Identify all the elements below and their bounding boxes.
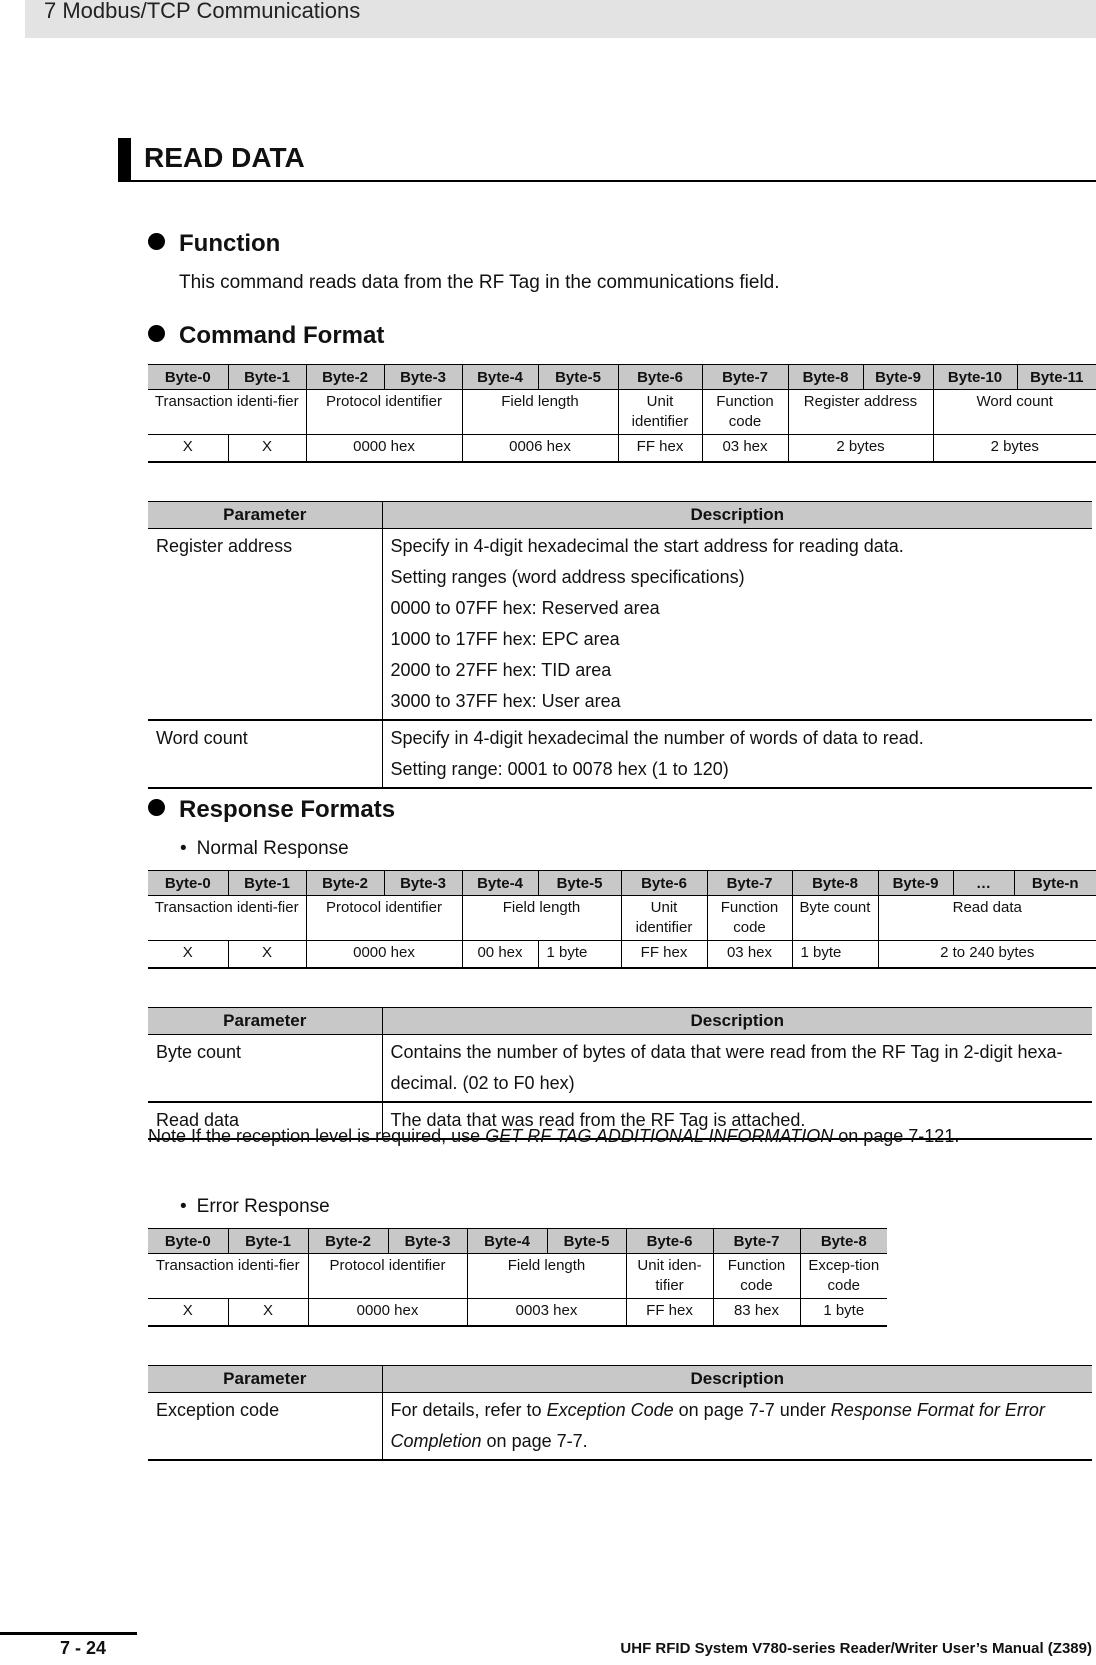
field-value: 0006 hex <box>462 435 618 463</box>
description-header: Description <box>382 1366 1092 1393</box>
normal-param-table <box>148 1007 1092 1140</box>
bullet-icon <box>148 799 165 816</box>
parameter-header: Parameter <box>148 502 382 529</box>
field-name: Transaction identi-fier <box>148 896 306 941</box>
field-value: FF hex <box>618 435 702 463</box>
field-name: Field length <box>462 390 618 435</box>
field-value: FF hex <box>621 941 707 969</box>
param-name: Byte count <box>148 1035 382 1103</box>
field-name: Register address <box>788 390 933 435</box>
byte-header: Byte-2 <box>306 365 384 390</box>
field-name: Protocol identifier <box>306 390 462 435</box>
field-name: Unit identifier <box>618 390 702 435</box>
description-header: Description <box>382 1008 1092 1035</box>
field-name: Function code <box>713 1254 800 1299</box>
reception-note: Note If the reception level is required, use GET RF TAG ADDITIONAL INFORMATION on page 7-121. <box>148 1126 960 1146</box>
byte-header: Byte-8 <box>788 365 863 390</box>
field-value: 0000 hex <box>306 941 462 969</box>
field-name: Excep-tion code <box>800 1254 887 1299</box>
error-response-label: • Error Response <box>180 1196 330 1217</box>
response-formats-heading: Response Formats <box>148 796 395 824</box>
param-name: Exception code <box>148 1393 382 1461</box>
byte-header: Byte-0 <box>148 871 228 896</box>
byte-header: Byte-1 <box>228 871 306 896</box>
byte-header: Byte-6 <box>626 1229 713 1254</box>
param-description: For details, refer to Exception Code on page 7-7 under Response Format for Error Completion on page 7-7. <box>382 1393 1092 1461</box>
field-name: Unit identifier <box>621 896 707 941</box>
param-name: Read data <box>148 1102 382 1139</box>
field-value: X <box>228 1299 308 1327</box>
field-value: 03 hex <box>707 941 792 969</box>
field-name: Field length <box>467 1254 626 1299</box>
param-description: Specify in 4-digit hexadecimal the number of words of data to read. Setting range: 0001 to 0078 hex (1 to 120) <box>382 720 1092 788</box>
field-value: X <box>228 435 306 463</box>
command-format-table <box>148 364 1096 463</box>
normal-response-label: • Normal Response <box>180 838 349 859</box>
field-value: 2 bytes <box>933 435 1096 463</box>
byte-header: Byte-7 <box>713 1229 800 1254</box>
error-completion-reference[interactable]: Response Format for Error Completion <box>390 1400 1045 1451</box>
field-value: 1 byte <box>538 941 621 969</box>
byte-header: Byte-5 <box>538 871 621 896</box>
byte-header: Byte-3 <box>384 871 462 896</box>
byte-header: Byte-2 <box>308 1229 388 1254</box>
function-text: This command reads data from the RF Tag in the communications field. <box>179 272 780 293</box>
field-name: Unit iden-tifier <box>626 1254 713 1299</box>
field-name: Protocol identifier <box>308 1254 467 1299</box>
field-value: 2 bytes <box>788 435 933 463</box>
param-description: Contains the number of bytes of data that were read from the RF Tag in 2-digit hexa-decimal. (02 to F0 hex) <box>382 1035 1092 1103</box>
field-value: 0000 hex <box>308 1299 467 1327</box>
field-value: X <box>148 941 228 969</box>
param-description: Specify in 4-digit hexadecimal the start address for reading data. Setting ranges (word address specifications) 0000 to 07FF hex: Reserved area 1000 to 17FF hex: EPC area 2000 to 27FF hex: TID area 3000 to 37FF hex: User area <box>382 529 1092 721</box>
field-value: 0000 hex <box>306 435 462 463</box>
function-heading: Function <box>148 230 280 258</box>
byte-header: Byte-6 <box>618 365 702 390</box>
byte-header: Byte-n <box>1014 871 1096 896</box>
byte-header: Byte-8 <box>792 871 878 896</box>
field-name: Field length <box>462 896 621 941</box>
parameter-header: Parameter <box>148 1366 382 1393</box>
byte-header: Byte-0 <box>148 1229 228 1254</box>
command-format-heading: Command Format <box>148 322 384 350</box>
section-heading <box>118 138 1096 182</box>
param-name: Register address <box>148 529 382 721</box>
field-value: X <box>148 1299 228 1327</box>
param-name: Word count <box>148 720 382 788</box>
field-value: X <box>148 435 228 463</box>
error-param-table <box>148 1365 1092 1461</box>
byte-header: Byte-2 <box>306 871 384 896</box>
manual-title: UHF RFID System V780-series Reader/Writer User’s Manual (Z389) <box>620 1640 1092 1657</box>
byte-header: Byte-10 <box>933 365 1017 390</box>
field-name: Transaction identi-fier <box>148 1254 308 1299</box>
field-name: Function code <box>707 896 792 941</box>
section-title: READ DATA <box>144 142 305 173</box>
field-value: X <box>228 941 306 969</box>
field-value: 1 byte <box>792 941 878 969</box>
byte-header: Byte-7 <box>702 365 788 390</box>
byte-header: Byte-9 <box>863 365 933 390</box>
bullet-icon <box>148 233 165 250</box>
field-name: Function code <box>702 390 788 435</box>
byte-header: Byte-4 <box>462 365 538 390</box>
byte-header: Byte-7 <box>707 871 792 896</box>
byte-header: … <box>953 871 1014 896</box>
field-value: 00 hex <box>462 941 538 969</box>
byte-header: Byte-8 <box>800 1229 887 1254</box>
error-response-table <box>148 1228 887 1327</box>
byte-header: Byte-3 <box>384 365 462 390</box>
field-value: 1 byte <box>800 1299 887 1327</box>
description-header: Description <box>382 502 1092 529</box>
byte-header: Byte-3 <box>388 1229 467 1254</box>
page-number: 7 - 24 <box>60 1638 107 1658</box>
chapter-title: 7 Modbus/TCP Communications <box>44 0 361 23</box>
field-value: 0003 hex <box>467 1299 626 1327</box>
byte-header: Byte-5 <box>538 365 618 390</box>
footer-rule <box>0 1632 137 1635</box>
byte-header: Byte-11 <box>1017 365 1096 390</box>
param-description: The data that was read from the RF Tag is attached. <box>382 1102 1092 1139</box>
note-reference[interactable]: GET RF TAG ADDITIONAL INFORMATION <box>485 1126 834 1146</box>
field-name: Transaction identi-fier <box>148 390 306 435</box>
field-name: Protocol identifier <box>306 896 462 941</box>
byte-header: Byte-6 <box>621 871 707 896</box>
field-name: Read data <box>878 896 1096 941</box>
bullet-icon <box>148 325 165 342</box>
field-value: 2 to 240 bytes <box>878 941 1096 969</box>
byte-header: Byte-4 <box>462 871 538 896</box>
byte-header: Byte-5 <box>547 1229 626 1254</box>
exception-code-reference[interactable]: Exception Code <box>546 1400 674 1420</box>
byte-header: Byte-9 <box>878 871 953 896</box>
field-name: Byte count <box>792 896 878 941</box>
field-value: 83 hex <box>713 1299 800 1327</box>
byte-header: Byte-1 <box>228 1229 308 1254</box>
byte-header: Byte-0 <box>148 365 228 390</box>
field-value: 03 hex <box>702 435 788 463</box>
field-value: FF hex <box>626 1299 713 1327</box>
field-name: Word count <box>933 390 1096 435</box>
byte-header: Byte-1 <box>228 365 306 390</box>
byte-header: Byte-4 <box>467 1229 547 1254</box>
parameter-header: Parameter <box>148 1008 382 1035</box>
normal-response-table <box>148 870 1096 969</box>
command-param-table <box>148 501 1092 789</box>
